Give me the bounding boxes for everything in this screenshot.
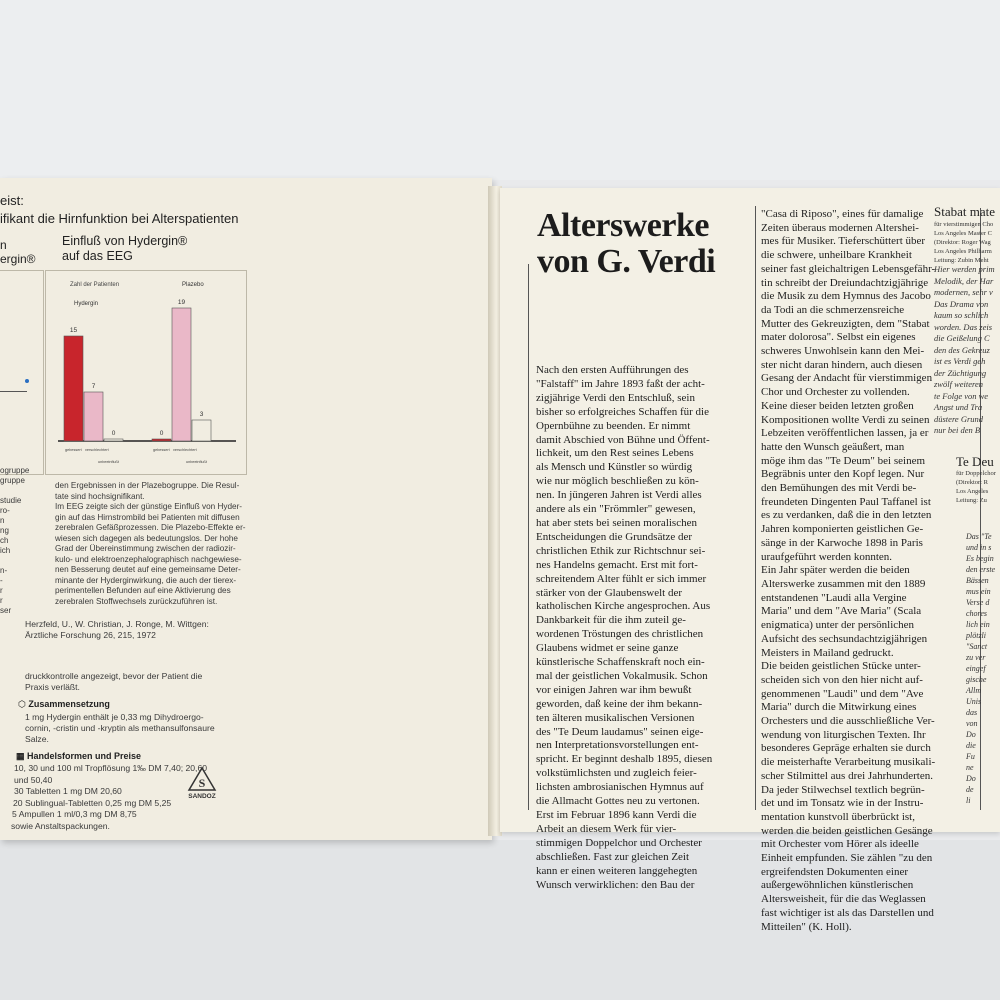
text-line: geworden, daß keine der ihm bekann- bbox=[536, 697, 703, 710]
text-line: kann er einen weiteren langgehegten bbox=[536, 864, 698, 877]
column-rule bbox=[755, 206, 756, 810]
text-line: Arbeit an diesem Werk für vier- bbox=[536, 822, 677, 835]
group-label: Plazebo bbox=[182, 282, 204, 288]
bar-hydergin-verschlechtert bbox=[84, 392, 103, 441]
hexagon-icon: ⬡ bbox=[18, 699, 26, 709]
results-text bbox=[55, 481, 246, 607]
category-label: verschlechtert bbox=[85, 448, 109, 452]
text-line: es zu verdanken, daß die in den letzten bbox=[761, 509, 932, 522]
text-line: enigmatica) unter der persönlichen bbox=[761, 619, 915, 632]
credit-line: Leitung: Zu bbox=[956, 497, 987, 504]
svg-text:SANDOZ: SANDOZ bbox=[188, 793, 216, 800]
text-line: Ein Jahr später werden die beiden bbox=[761, 564, 910, 577]
italic-line: Do bbox=[966, 774, 976, 783]
italic-line: kaum so schlich bbox=[934, 310, 989, 320]
text-line: ster nicht daran hindern, auch diesen bbox=[761, 358, 923, 371]
text-line: Mutter des Gekreuzigten, dem "Stabat bbox=[761, 317, 930, 330]
italic-line: Angst und Tra bbox=[934, 402, 983, 412]
text-line: genommenen "Laudi" und dem "Ave bbox=[761, 687, 924, 700]
italic-line: Bässen bbox=[966, 576, 989, 585]
credit-line: Leitung: Zubin Meht bbox=[934, 257, 989, 264]
italic-line: plötzli bbox=[966, 631, 987, 640]
text-line: Dankbarkeit für die ihm zuteil ge- bbox=[536, 614, 686, 627]
stub-line: ser bbox=[0, 606, 12, 615]
citation-line: Herzfeld, U., W. Christian, J. Ronge, M. Wittgen: bbox=[25, 619, 209, 629]
text-line: Nach den ersten Aufführungen des bbox=[536, 364, 689, 376]
citation-line: Ärztliche Forschung 26, 215, 1972 bbox=[25, 630, 156, 640]
text-line: Erst im Februar 1896 kann Verdi die bbox=[536, 809, 697, 821]
tedeum-credits bbox=[956, 469, 996, 505]
italic-line: lich ein bbox=[966, 620, 990, 629]
results-line: perimentellen Befunden auf eine Aktivierung des bbox=[55, 586, 231, 595]
text-line: die schwere, unheilbare Krankheit bbox=[761, 249, 912, 262]
credit-line: Los Angeles Philharm bbox=[934, 248, 992, 255]
stub-line: gruppe bbox=[0, 476, 25, 485]
text-line: da Todi an die schmerzensreiche bbox=[761, 303, 905, 316]
chart-title: Einfluß von Hydergin® bbox=[62, 234, 188, 248]
text-line: Zeiten überaus modernen Altershei- bbox=[761, 221, 919, 234]
category-label: unbeeinflußt bbox=[98, 460, 119, 464]
italic-line: Do bbox=[966, 730, 976, 739]
results-line: Grad der Übereinstimmung zwischen der radiozir- bbox=[55, 544, 236, 553]
italic-line: nur bei den B bbox=[934, 425, 981, 435]
bar-hydergin-gebessert bbox=[64, 336, 83, 441]
text-line: abschließen. Fast zur gleichen Zeit bbox=[536, 850, 690, 863]
stub-line: ch bbox=[0, 536, 9, 545]
dot-marker bbox=[25, 379, 29, 383]
text-line: scheiden sich von den hier nicht auf- bbox=[761, 673, 923, 686]
handel-title: Handelsformen und Preise bbox=[27, 751, 142, 761]
baseline bbox=[0, 391, 27, 392]
druck-line: druckkontrolle angezeigt, bevor der Patient die bbox=[25, 671, 203, 681]
text-line: Glaubens widmet er seine ganze bbox=[536, 642, 679, 655]
text-line: andere als ein "Frömmler" gewesen, bbox=[536, 503, 696, 516]
stub-line bbox=[0, 556, 29, 566]
text-line: entstandenen "Laudi alla Vergine bbox=[761, 591, 907, 604]
text-line: als Mensch und Künstler so würdig bbox=[536, 461, 693, 474]
chart-title-2: auf das EEG bbox=[62, 249, 133, 263]
zus-line: Salze. bbox=[25, 734, 49, 744]
text-line: die meisterhafte Verarbeitung musikali- bbox=[761, 756, 936, 769]
category-label: verschlechtert bbox=[173, 448, 197, 452]
text-line: Mitteilen" (K. Holl). bbox=[761, 920, 852, 933]
italic-line: chores bbox=[966, 609, 988, 618]
bar-value-label: 0 bbox=[159, 430, 164, 437]
handel-line: sowie Anstaltspackungen. bbox=[11, 820, 110, 831]
svg-text:S: S bbox=[198, 776, 206, 790]
text-line: möge ihm das "Te Deum" bei seinem bbox=[761, 454, 926, 467]
bar-hydergin-unbeeinflußt bbox=[104, 439, 123, 441]
text-line: stimmigen Doppelchor und Orchester bbox=[536, 836, 702, 849]
italic-line: ist es Verdi geh bbox=[934, 356, 986, 366]
page-title bbox=[537, 208, 715, 280]
credit-line: Los Angeles Master C bbox=[934, 230, 992, 237]
text-line: ten älteren musikalischen Versionen bbox=[536, 711, 695, 724]
col1-stub-line: ergin® bbox=[0, 252, 36, 266]
group-label: Hydergin bbox=[74, 301, 99, 307]
bar-value-label: 19 bbox=[177, 299, 186, 306]
italic-line: modernen, sehr v bbox=[934, 287, 993, 297]
text-line: mes für Musiker. Tieferschüttert über bbox=[761, 235, 926, 248]
italic-line: ne bbox=[966, 763, 974, 772]
text-line: künstlerische Schaffenskraft noch ein- bbox=[536, 656, 705, 669]
text-line: mater dolorosa". Selbst ein eigenes bbox=[761, 331, 916, 344]
text-line: Wunsch verwirklichen: den Bau der bbox=[536, 878, 695, 891]
bar-value-label: 3 bbox=[199, 411, 204, 418]
italic-line: gische bbox=[966, 675, 987, 684]
italic-line: Hier werden prim bbox=[934, 264, 995, 274]
chart-frame-partial bbox=[0, 270, 44, 475]
italic-line: den erste bbox=[966, 565, 996, 574]
sandoz-logo bbox=[187, 766, 217, 800]
stub-line: ng bbox=[0, 526, 9, 535]
text-line: det und im Tonsatz wie in der Instru- bbox=[761, 797, 924, 810]
text-line: spricht. Er beginnt deshalb 1895, diesen bbox=[536, 753, 713, 766]
handel-line: und 50,40 bbox=[14, 774, 53, 785]
italic-line: de bbox=[966, 785, 974, 794]
text-line: wendung von liturgischen Texten. Ihr bbox=[761, 728, 926, 741]
italic-line: zu ver bbox=[966, 653, 986, 662]
citation bbox=[25, 619, 209, 641]
results-line: minante der Hyderginwirkung, die auch der tierex- bbox=[55, 575, 237, 585]
text-line: Gesang der Andacht für vierstimmigen bbox=[761, 372, 933, 385]
stabat-description bbox=[934, 264, 995, 437]
text-line: lichsten ambrosianischen Hymnus auf bbox=[536, 781, 704, 794]
bar-value-label: 0 bbox=[111, 430, 116, 437]
text-line: Begräbnis unter den Kopf legen. Nur bbox=[761, 468, 925, 481]
text-line: "Casa di Riposo", eines für damalige bbox=[761, 208, 924, 220]
text-line: Einheit empfunden. Sie zählen "zu den bbox=[761, 852, 933, 865]
text-line: Orchesters und die ausschließliche Ver- bbox=[761, 715, 935, 728]
results-line: nen Besserung deutet auf eine gemeinsame Deter- bbox=[55, 565, 241, 574]
bar-plazebo-unbeeinflußt bbox=[192, 420, 211, 441]
italic-line: der Züchtigung bbox=[934, 367, 987, 378]
italic-line: Melodik, der Har bbox=[934, 275, 994, 286]
italic-line: Das "Te bbox=[966, 532, 992, 541]
bar-plazebo-gebessert bbox=[152, 439, 171, 441]
stub-line: ogruppe bbox=[0, 466, 30, 475]
text-line: schreitendem Alter fühlt er sich immer bbox=[536, 572, 707, 585]
stub-line: n bbox=[0, 516, 5, 525]
text-line: wie nur möglich beschließen zu kön- bbox=[536, 475, 699, 488]
handel-line: 5 Ampullen 1 ml/0,3 mg DM 8,75 bbox=[12, 809, 137, 819]
italic-line: die bbox=[966, 741, 976, 750]
text-line: Die beiden geistlichen Stücke unter- bbox=[761, 660, 921, 673]
handel-line: 30 Tabletten 1 mg DM 20,60 bbox=[14, 786, 122, 796]
results-line: tate sind hochsignifikant. bbox=[55, 491, 145, 501]
text-column-2 bbox=[761, 208, 935, 934]
text-line: Entscheidungen die Grundsätze der bbox=[536, 530, 693, 543]
text-line: vor einigen Jahren war ihm bewußt bbox=[536, 683, 692, 696]
handel-text bbox=[11, 763, 207, 832]
text-line: Keine dieser beiden letzten großen bbox=[761, 399, 914, 412]
text-line: nen. In jüngeren Jahren ist Verdi alles bbox=[536, 489, 702, 502]
stub-line: n- bbox=[0, 566, 8, 575]
italic-line: düstere Grund bbox=[934, 413, 984, 424]
left-page bbox=[0, 178, 492, 840]
italic-line: von bbox=[966, 719, 978, 728]
text-line: freundeten Dingenten Paul Taffanel ist bbox=[761, 495, 931, 508]
stub-line: r bbox=[0, 596, 3, 605]
text-column-1 bbox=[536, 364, 712, 892]
text-line: damit Abschied von Bühne und Öffent- bbox=[536, 433, 710, 446]
col1-stub-top bbox=[0, 238, 36, 266]
results-line: wiesen sich dagegen als bedeutungslos. Der hohe bbox=[55, 533, 238, 543]
bar-value-label: 15 bbox=[69, 327, 78, 334]
text-line: hatte den Wunsch geäußert, man bbox=[761, 440, 905, 453]
text-line: nen Interpretationsvorstellungen ent- bbox=[536, 739, 699, 752]
text-line: stärker von der Glaubenswelt der bbox=[536, 586, 683, 599]
text-line: mal der geistlichen Vokalmusik. Schon bbox=[536, 669, 708, 682]
background-wall bbox=[0, 0, 1000, 180]
text-line: hat aber stets bei seinen moralischen bbox=[536, 516, 697, 529]
text-line: katholischen Kirche angesprochen. Aus bbox=[536, 600, 711, 613]
druck-line: Praxis verläßt. bbox=[25, 682, 80, 692]
eeg-chart bbox=[45, 270, 247, 475]
col1-stub-side bbox=[0, 466, 29, 616]
italic-line: mus ein bbox=[966, 587, 991, 596]
credit-line: Los Angeles bbox=[956, 488, 989, 495]
zusammensetzung-text bbox=[25, 712, 215, 745]
stabat-credits bbox=[934, 220, 993, 265]
credit-line: (Direktor: Roger Wag bbox=[934, 239, 991, 246]
text-line: mit Orchester vom Hörer als ideelle bbox=[761, 838, 919, 851]
text-line: lichkeit, um den Rest seines Lebens bbox=[536, 447, 694, 460]
zusammensetzung-title: Zusammensetzung bbox=[28, 699, 110, 709]
text-line: zigjährige Verdi den Entschluß, sein bbox=[536, 391, 695, 404]
text-line: Alterswerke zusammen mit den 1889 bbox=[761, 577, 926, 590]
results-line: zerebralen Stoffwechsels zurückzuführen ist. bbox=[55, 596, 218, 606]
credit-line: für vierstimmigen Cho bbox=[934, 221, 994, 228]
text-line: die Allmacht Gottes neu zu vertonen. bbox=[536, 795, 700, 808]
text-line: tin schreibt der Dreiundachtzigjährige bbox=[761, 276, 929, 289]
text-line: Altersweisheit, für die das Weglassen bbox=[761, 893, 926, 906]
results-line: den Ergebnissen in der Plazebogruppe. Die Resul- bbox=[55, 481, 240, 490]
italic-line: und in s bbox=[966, 543, 992, 552]
text-line: scher Stilmittel aus drei Jahrhunderten. bbox=[761, 769, 933, 782]
text-line: "Falstaff" im Jahre 1893 faßt der acht- bbox=[536, 377, 705, 390]
italic-line: Das Drama von bbox=[934, 298, 989, 309]
text-line: Opernbühne zu beenden. Er nimmt bbox=[536, 419, 691, 432]
text-line: christlichen Ethik zur Richtschnur sei- bbox=[536, 544, 706, 557]
results-line: zerebralen Gefäßprozessen. Die Plazebo-Effekte er- bbox=[55, 523, 246, 532]
text-line: Maria" und dem "Ave Maria" (Scala bbox=[761, 605, 922, 618]
results-line: kulo- und elektroenzephalographisch nachgewiese- bbox=[55, 554, 242, 564]
eeg-chart-svg bbox=[46, 271, 246, 474]
text-line: außergewöhnlichen künstlerischen bbox=[761, 879, 914, 892]
stabat-heading: Stabat mate bbox=[934, 204, 996, 219]
text-line: besonderes Gepräge erhalten sie durch bbox=[761, 742, 931, 755]
italic-line: den des Gekreuz bbox=[934, 344, 990, 355]
text-line: bisher so erfolgreiches Schaffen für die bbox=[536, 405, 709, 418]
text-line: mentation kunstvoll überbrückt ist, bbox=[761, 810, 915, 823]
stub-line: - bbox=[0, 576, 3, 585]
text-line: den Bemühungen des mit Verdi be- bbox=[761, 482, 917, 495]
col1-stub-line: n bbox=[0, 238, 7, 252]
zus-line: 1 mg Hydergin enthält je 0,33 mg Dihydroergo- bbox=[25, 712, 204, 722]
chart-ylabel: Zahl der Patienten bbox=[70, 282, 120, 288]
italic-line: "Sanct bbox=[966, 642, 988, 651]
column-rule bbox=[528, 264, 529, 810]
stub-line: studie bbox=[0, 496, 22, 505]
heading-top: eist: bbox=[0, 193, 24, 208]
text-line: Da jeder Stilwechsel textlich begrün- bbox=[761, 783, 925, 796]
text-line: sänge in der Karwoche 1898 in Paris bbox=[761, 536, 923, 549]
text-line: wordenen Tröstungen des christlichen bbox=[536, 628, 704, 641]
italic-line: eingef bbox=[966, 664, 986, 673]
text-line: uraufgeführt werden konnten. bbox=[761, 550, 893, 563]
text-line: seiner fast gleichaltrigen Lebensgefähr- bbox=[761, 262, 936, 275]
italic-line: Verse d bbox=[966, 598, 990, 607]
text-line: Chor und Orchester zu vollenden. bbox=[761, 386, 910, 399]
italic-line: li bbox=[966, 796, 971, 805]
text-line: die Musik zu dem Hymnus des Jacobo bbox=[761, 290, 931, 303]
text-line: schweres Unwohlsein kann den Mei- bbox=[761, 345, 925, 358]
text-line: volkstümlichsten und zugleich feier- bbox=[536, 767, 697, 780]
heading-sub: ifikant die Hirnfunktion bei Alterspatienten bbox=[0, 211, 239, 226]
credit-line: (Direktor: R bbox=[956, 479, 988, 486]
italic-line: te Folge von we bbox=[934, 390, 989, 401]
zusammensetzung-heading bbox=[18, 699, 110, 710]
text-line: Kompositionen wollte Verdi zu seinen bbox=[761, 413, 930, 426]
sandoz-logo-svg bbox=[187, 766, 217, 800]
stub-line: ich bbox=[0, 546, 11, 555]
results-line: gin auf das Hirnstrombild bei Patienten mit diffusen bbox=[55, 512, 240, 522]
text-line: nes Handelns gemacht. Erst mit fort- bbox=[536, 558, 698, 571]
druck-text bbox=[25, 671, 202, 693]
handel-line: 10, 30 und 100 ml Tropflösung 1‰ DM 7,40; 20,60 bbox=[14, 763, 208, 773]
italic-line: das bbox=[966, 708, 978, 717]
italic-line: Allm bbox=[966, 686, 982, 695]
handel-heading bbox=[16, 751, 141, 762]
handel-line: 20 Sublingual-Tabletten 0,25 mg DM 5,25 bbox=[13, 797, 172, 808]
tedeum-description bbox=[966, 531, 995, 806]
bar-value-label: 7 bbox=[91, 383, 96, 390]
stub-line: ro- bbox=[0, 506, 10, 515]
title-line-1: Alterswerke bbox=[537, 207, 709, 244]
results-line: Im EEG zeigte sich der günstige Einfluß von Hyder- bbox=[55, 502, 243, 511]
bar-plazebo-verschlechtert bbox=[172, 308, 191, 441]
text-line: Lebzeiten veröffentlichen lassen, ja er bbox=[761, 427, 929, 440]
text-line: Maria" durch die Mitwirkung eines bbox=[761, 701, 917, 714]
text-line: des "Te Deum laudamus" seinen eige- bbox=[536, 725, 704, 738]
category-label: gebessert bbox=[153, 448, 170, 452]
title-line-2: von G. Verdi bbox=[537, 243, 716, 280]
italic-line: Es begin bbox=[966, 554, 994, 563]
text-line: Aufsicht des sechsundachtzigjährigen bbox=[761, 632, 928, 645]
stub-line: r bbox=[0, 586, 3, 595]
italic-line: zwölf weiteren bbox=[934, 379, 984, 389]
text-line: Jahren komponierten geistlichen Ge- bbox=[761, 523, 924, 536]
text-line: fast wichtiger ist als das Darstellen und bbox=[761, 906, 934, 919]
credit-line: für Doppelchor bbox=[956, 470, 996, 477]
category-label: unbeeinflußt bbox=[186, 460, 207, 464]
package-icon: ▦ bbox=[16, 751, 25, 761]
category-label: gebessert bbox=[65, 448, 82, 452]
tedeum-heading: Te Deu bbox=[956, 454, 994, 469]
italic-line: Unis bbox=[966, 697, 982, 706]
text-line: ergreifendsten Dokumenten einer bbox=[761, 865, 909, 878]
italic-line: worden. Das zeis bbox=[934, 321, 993, 332]
zus-line: cornin, -cristin und -kryptin als methansulfonsaure bbox=[25, 723, 215, 733]
italic-line: Fu bbox=[966, 752, 975, 761]
italic-line: die Geißelung C bbox=[934, 333, 990, 343]
text-line: Meisters in Mailand gedruckt. bbox=[761, 646, 894, 659]
text-line: werden die beiden geistlichen Gesänge bbox=[761, 824, 933, 837]
stub-line bbox=[0, 486, 29, 496]
